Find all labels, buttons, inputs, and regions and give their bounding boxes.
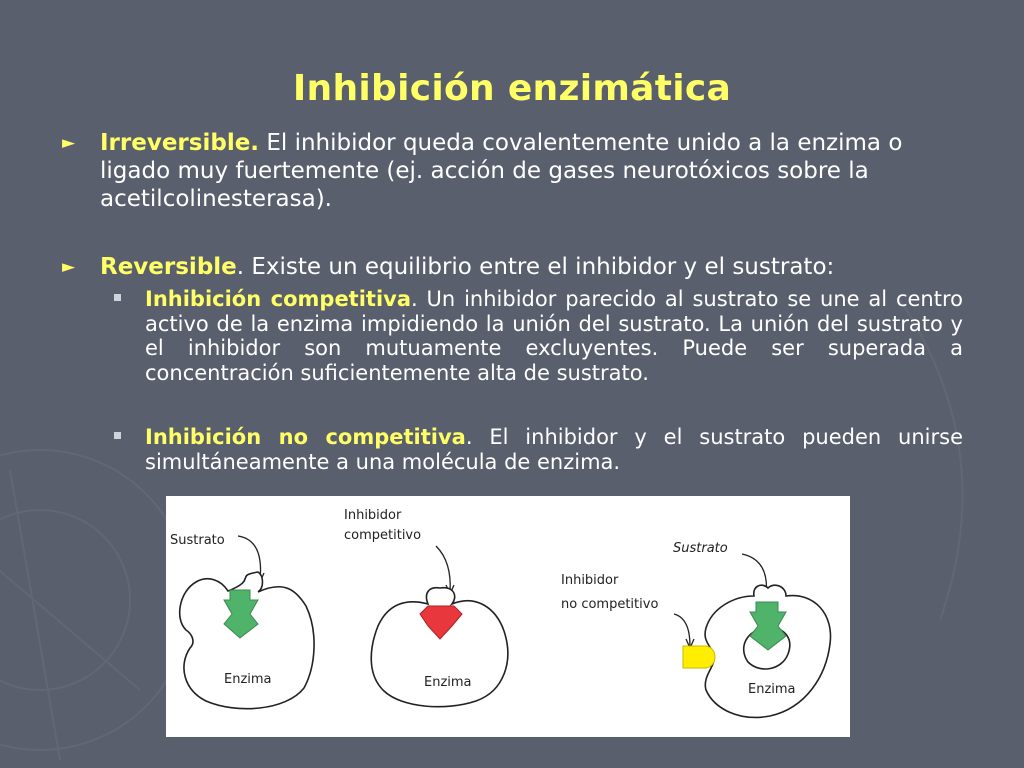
bullet-text (100, 253, 972, 281)
substrate-label: Sustrato (673, 541, 728, 556)
triangle-bullet-icon: ► (62, 133, 76, 153)
enzyme-inhibition-figure (166, 496, 850, 737)
bullet-body: El inhibidor queda covalentemente unido a la enzima o ligado muy fuertemente (ej. acción de gases neurotóxicos sobre la acetilcolinesterasa). (100, 130, 903, 212)
subbullet-body: . Un inhibidor parecido al sustrato se une al centro activo de la enzima impidiendo la unión del sustrato. La unión del sustrato y el inhibidor son mutuamente excluyentes. Puede ser superada a concentración suficientemente alta de sustrato. (145, 287, 963, 385)
bullet-term: Irreversible. (100, 130, 260, 156)
triangle-bullet-icon: ► (62, 257, 76, 277)
inhibitor-label-line1: Inhibidor (344, 508, 402, 523)
subbullet-text (145, 287, 963, 385)
enzyme-label: Enzima (748, 682, 796, 697)
inhibitor-label-line2: no competitivo (561, 597, 659, 612)
enzyme-label: Enzima (424, 675, 472, 690)
inhibitor-label-line2: competitivo (344, 528, 422, 543)
bullet-text (100, 129, 972, 213)
square-bullet-icon (114, 432, 121, 439)
subbullet-text (145, 425, 963, 474)
panel-substrate (170, 533, 314, 709)
subbullet-noncompetitive (114, 425, 963, 474)
enzyme-label: Enzima (224, 672, 272, 687)
square-bullet-icon (114, 294, 121, 301)
inhibitor-label-line1: Inhibidor (561, 573, 619, 588)
substrate-label: Sustrato (170, 533, 225, 548)
enzyme-diagram (166, 496, 850, 737)
slide-title: Inhibición enzimática (292, 68, 732, 109)
panel-competitive-inhibitor (344, 508, 508, 707)
pointer-arrow (436, 546, 450, 592)
panel-noncompetitive-inhibitor (561, 541, 831, 717)
subbullet-term: Inhibición competitiva (145, 287, 412, 311)
bullet-body: . Existe un equilibrio entre el inhibidor y el sustrato: (236, 254, 835, 280)
bullet-irreversible (62, 129, 972, 213)
bullet-reversible (62, 253, 972, 281)
subbullet-body: . El inhibidor y el sustrato pueden unirse simultáneamente a una molécula de enzima. (145, 425, 963, 474)
noncompetitive-inhibitor-shape (683, 646, 715, 668)
bullet-term: Reversible (100, 254, 237, 280)
subbullet-term: Inhibición no competitiva (145, 425, 466, 449)
subbullet-competitive (114, 287, 963, 385)
